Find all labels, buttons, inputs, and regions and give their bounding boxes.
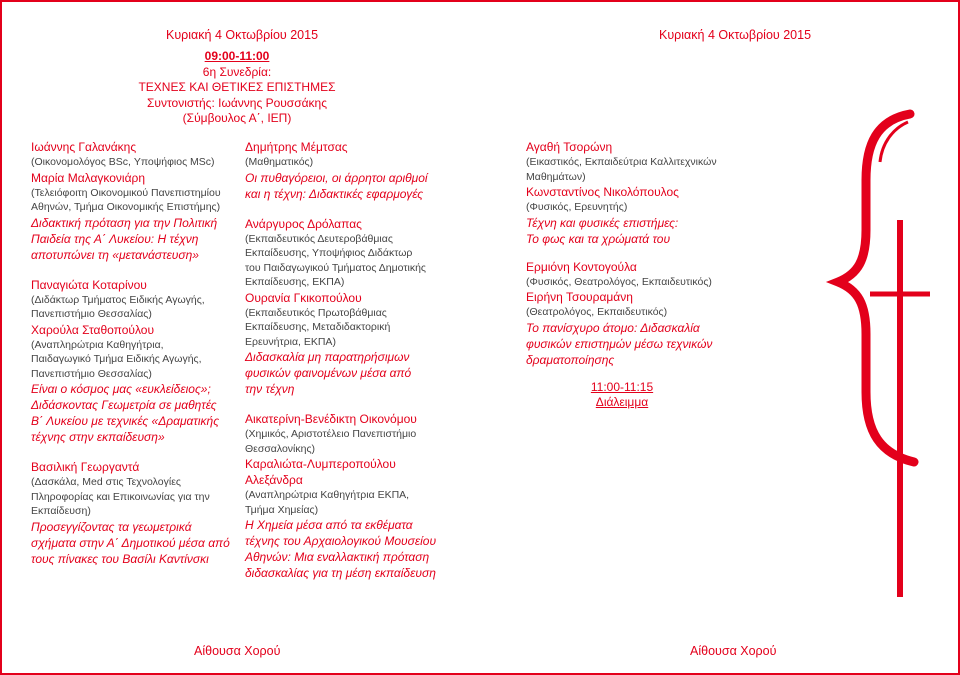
author-affiliation: Πανεπιστήμιο Θεσσαλίας) bbox=[31, 367, 152, 380]
author-name: Μαρία Μαλαγκονιάρη bbox=[31, 170, 146, 185]
talk-title: Προσεγγίζοντας τα γεωμετρικά bbox=[31, 519, 192, 534]
talk-title: τέχνης στην εκπαίδευση» bbox=[31, 430, 165, 444]
talk-title: Διδασκαλία μη παρατηρήσιμων bbox=[245, 350, 410, 364]
author-name: Βασιλική Γεωργαντά bbox=[31, 460, 140, 474]
author-affiliation: Πανεπιστήμιο Θεσσαλίας) bbox=[31, 308, 152, 320]
author-affiliation: (Αναπληρώτρια Καθηγήτρια ΕΚΠΑ, bbox=[245, 489, 410, 501]
talk-title: Διδακτική πρόταση για την Πολιτική bbox=[31, 215, 218, 230]
talk-title: διδασκαλίας για τη μέση εκπαίδευση bbox=[245, 566, 436, 580]
talk-title: Η Χημεία μέσα από τα εκθέματα bbox=[245, 518, 413, 532]
author-affiliation: (Μαθηματικός) bbox=[245, 156, 314, 168]
author-affiliation: Εκπαίδευσης, Υποψήφιος Διδάκτωρ bbox=[245, 247, 413, 259]
author-affiliation: (Διδάκτωρ Τμήματος Ειδικής Αγωγής, bbox=[31, 293, 205, 306]
author-affiliation: του Παιδαγωγικού Τμήματος Δημοτικής bbox=[245, 261, 426, 274]
author-name: Αλεξάνδρα bbox=[245, 473, 303, 487]
session-title: ΤΕΧΝΕΣ ΚΑΙ ΘΕΤΙΚΕΣ ΕΠΙΣΤΗΜΕΣ bbox=[138, 80, 336, 94]
break-label: Διάλειμμα bbox=[595, 395, 649, 409]
talk-title: τέχνης του Αρχαιολογικού Μουσείου bbox=[245, 534, 437, 548]
footer-room-right: Αίθουσα Χορού bbox=[690, 644, 777, 658]
author-name: Ουρανία Γκικοπούλου bbox=[245, 290, 362, 305]
author-affiliation: Αθηνών, Τμήμα Οικονομικής Επιστήμης) bbox=[31, 201, 221, 213]
author-affiliation: (Εικαστικός, Εκπαιδεύτρια Καλλιτεχνικών bbox=[526, 156, 717, 168]
author-name: Χαρούλα Σταθοπούλου bbox=[31, 322, 155, 337]
header-date-right: Κυριακή 4 Οκτωβρίου 2015 bbox=[659, 28, 812, 42]
author-name: Δημήτρης Μέμτσας bbox=[245, 140, 348, 154]
author-affiliation: (Χημικός, Αριστοτέλειο Πανεπιστήμιο bbox=[245, 428, 417, 440]
talk-title: τους πίνακες του Βασίλι Καντίνσκι bbox=[31, 551, 209, 566]
talk-title: Τέχνη και φυσικές επιστήμες: bbox=[526, 215, 679, 230]
author-name: Παναγιώτα Κοταρίνου bbox=[31, 277, 147, 292]
talk-title: φυσικών φαινομένων μέσα από bbox=[245, 366, 412, 380]
author-affiliation: Εκπαίδευσης, Μεταδιδακτορική bbox=[245, 321, 391, 333]
author-affiliation: Παιδαγωγικό Τμήμα Ειδικής Αγωγής, bbox=[31, 353, 202, 365]
session-number: 6η Συνεδρία: bbox=[202, 64, 272, 79]
author-name: Κωνσταντίνος Νικολόπουλος bbox=[526, 185, 679, 199]
author-affiliation: Πληροφορίας και Επικοινωνίας για την bbox=[31, 490, 210, 503]
author-affiliation: Τμήμα Χημείας) bbox=[245, 503, 319, 516]
talk-title: Είναι ο κόσμος μας «ευκλείδειος»; bbox=[31, 382, 211, 396]
footer-room-left: Αίθουσα Χορού bbox=[194, 644, 281, 658]
talk-title: σχήματα στην Α΄ Δημοτικού μέσα από bbox=[31, 535, 230, 550]
talk-title: Β΄ Λυκείου με τεχνικές «Δραματικής bbox=[31, 414, 220, 428]
author-affiliation: (Φυσικός, Ερευνητής) bbox=[526, 201, 628, 213]
break-time: 11:00-11:15 bbox=[590, 380, 654, 394]
talk-title: φυσικών επιστημών μέσω τεχνικών bbox=[526, 336, 713, 351]
author-name: Ερμιόνη Κοντογούλα bbox=[526, 259, 637, 274]
author-affiliation: (Τελειόφοιτη Οικονομικού Πανεπιστημίου bbox=[31, 186, 221, 199]
author-affiliation: (Εκπαιδευτικός Δευτεροβάθμιας bbox=[245, 232, 393, 245]
author-name: Ειρήνη Τσουραμάνη bbox=[526, 290, 633, 304]
author-affiliation: (Αναπληρώτρια Καθηγήτρια, bbox=[31, 338, 164, 351]
talk-title: αποτυπώνει τη «μετανάστευση» bbox=[31, 247, 199, 262]
talk-title: Παιδεία της Α΄ Λυκείου: Η τέχνη bbox=[31, 231, 199, 246]
author-name: Ανάργυρος Δρόλαπας bbox=[245, 216, 362, 231]
author-name: Αγαθή Τσορώνη bbox=[526, 140, 613, 154]
break-slot bbox=[526, 380, 718, 410]
session-coordinator: Συντονιστής: Ιωάννης Ρουσσάκης bbox=[146, 95, 328, 110]
column-left bbox=[31, 139, 236, 567]
author-name: Αικατερίνη-Βενέδικτη Οικονόμου bbox=[245, 412, 417, 426]
author-affiliation: Θεσσαλονίκης) bbox=[245, 442, 316, 455]
talk-title: την τέχνη bbox=[245, 382, 295, 396]
author-name: Ιωάννης Γαλανάκης bbox=[31, 140, 137, 154]
author-affiliation: (Δασκάλα, Med στις Τεχνολογίες bbox=[31, 476, 181, 488]
talk-title: Το φως και τα χρώματά του bbox=[526, 231, 671, 246]
curly-brace-cross-icon bbox=[822, 102, 932, 602]
author-affiliation: (Εκπαιδευτικός Πρωτοβάθμιας bbox=[245, 306, 387, 319]
talk-title: δραματοποίησης bbox=[526, 352, 615, 367]
talk-title: Διδάσκοντας Γεωμετρία σε μαθητές bbox=[31, 398, 217, 412]
column-middle bbox=[245, 139, 455, 581]
author-affiliation: Μαθημάτων) bbox=[526, 170, 586, 183]
header-date-left: Κυριακή 4 Οκτωβρίου 2015 bbox=[166, 28, 319, 42]
talk-title: και η τέχνη: Διδακτικές εφαρμογές bbox=[245, 186, 424, 201]
author-affiliation: Εκπαίδευση) bbox=[31, 505, 91, 517]
author-affiliation: (Οικονομολόγος BSc, Υποψήφιος MSc) bbox=[31, 156, 215, 168]
talk-title: Αθηνών: Μια εναλλακτική πρόταση bbox=[245, 550, 430, 564]
talk-title: Το πανίσχυρο άτομο: Διδασκαλία bbox=[526, 320, 700, 335]
author-name: Καραλιώτα-Λυμπεροπούλου bbox=[245, 457, 396, 471]
session-time: 09:00-11:00 bbox=[204, 49, 270, 63]
session-coordinator-role: (Σύμβουλος Α΄, ΙΕΠ) bbox=[182, 111, 292, 125]
author-affiliation: Εκπαίδευσης, ΕΚΠΑ) bbox=[245, 276, 345, 288]
talk-title: Οι πυθαγόρειοι, οι άρρητοι αριθμοί bbox=[245, 170, 428, 185]
author-affiliation: (Θεατρολόγος, Εκπαιδευτικός) bbox=[526, 306, 668, 318]
author-affiliation: Ερευνήτρια, ΕΚΠΑ) bbox=[245, 335, 336, 348]
session-heading bbox=[122, 49, 352, 127]
column-right bbox=[526, 139, 736, 368]
author-affiliation: (Φυσικός, Θεατρολόγος, Εκπαιδευτικός) bbox=[526, 275, 712, 288]
